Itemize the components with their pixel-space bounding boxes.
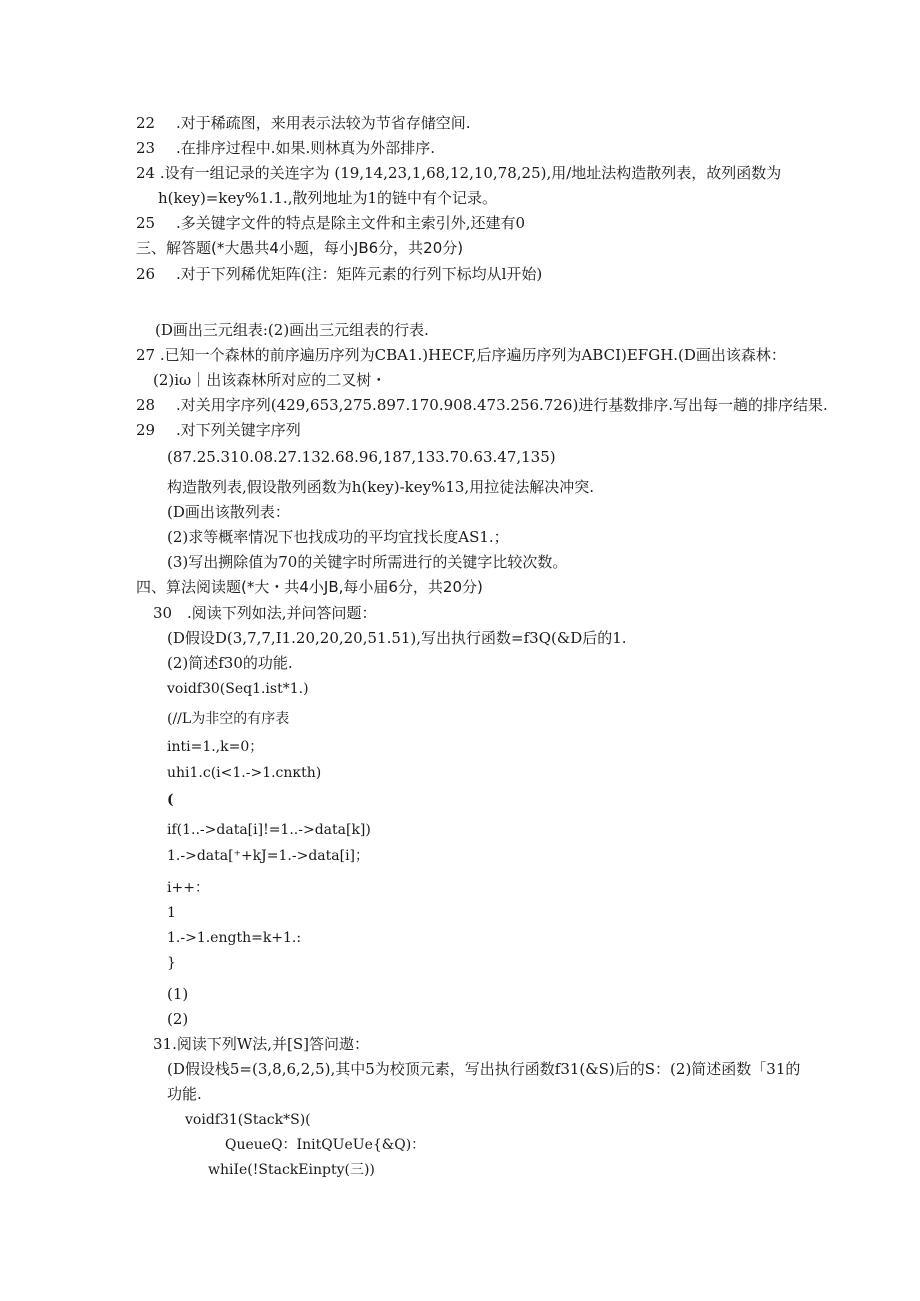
code-f30-close-2: } xyxy=(167,955,176,971)
q29-sub-1: (D画出该散列表： xyxy=(167,503,290,521)
q23-number: 23 xyxy=(136,139,156,157)
q31-line: 31.阅读下列W法,并[S]答问遨： xyxy=(153,1035,370,1053)
q26-subquestions: (D画出三元组表:(2)画出三元组表的行表. xyxy=(155,321,429,339)
q30-sub-2: (2)简述f30的功能. xyxy=(167,654,293,672)
q25-number: 25 xyxy=(136,214,156,232)
code-f30-if: if(1..->data[i]!=1..->data[k]) xyxy=(167,822,371,838)
q22-number: 22 xyxy=(136,114,156,132)
code-f30-comment: (//L为非空的有序表 xyxy=(167,711,290,727)
q30-sub-1: (D假设D(3,7,7,I1.20,20,20,51.51),写出执行函数=f3Q(&D后的1. xyxy=(167,629,627,647)
q27-line-2: (2)iω｜出该森林所对应的二叉树・ xyxy=(153,371,387,389)
code-f30-increment: i++： xyxy=(167,880,209,896)
q28-line xyxy=(136,395,828,415)
q30-answer-1: (1) xyxy=(167,985,189,1003)
q29-sub-2: (2)求等概率情况下也找成功的平均宜找长度AS1.； xyxy=(167,528,509,546)
q23-text: .在排序过程中.如果.则林真为外部排序. xyxy=(176,139,436,157)
code-f31-signature: voidf31(Stack*S)( xyxy=(185,1112,311,1128)
q26-number: 26 xyxy=(136,265,156,283)
code-f31-init: QueueQ：InitQUeUe{&Q)： xyxy=(225,1137,426,1153)
q29-hash-desc: 构造散列表,假设散列函数为h(key)-key%13,用拉徒法解决冲突. xyxy=(167,478,594,496)
code-f31-while: whiIe(!StackEinpty(三)) xyxy=(208,1162,375,1178)
q25-text: .多关键字文件的特点是除主文件和主索引外,还建有0 xyxy=(176,214,526,232)
code-f30-while: uhi1.c(i<1.->1.cnκth) xyxy=(167,765,322,781)
code-f30-signature: voidf30(Seq1.ist*1.) xyxy=(167,681,309,697)
code-f30-assign: 1.->data[⁺+kJ=1.->data[i]； xyxy=(167,848,370,864)
q28-text: .对关用字序列(429,653,275.897.170.908.473.256.726)进行基数排序.写出每一趟的排序结果. xyxy=(176,396,828,414)
q31-sub-1: (D假设栈5=(3,8,6,2,5),其中5为校顶元素，写出执行函数f31(&S)后的S：(2)简述函数「31的 xyxy=(167,1060,801,1078)
q30-text: .阅读下列如法,并问答问题： xyxy=(187,604,377,622)
q29-number: 29 xyxy=(136,421,156,439)
q29-line xyxy=(136,420,301,440)
q26-line xyxy=(136,264,542,284)
q31-sub-1-cont: 功能. xyxy=(167,1085,202,1103)
q29-sequence: (87.25.310.08.27.132.68.96,187,133.70.63.47,135) xyxy=(167,448,556,466)
q25-line xyxy=(136,213,525,233)
q22-line xyxy=(136,113,471,133)
code-f30-close-1: 1 xyxy=(167,905,176,921)
section-3-heading: 三、解答题(*大愚共4小题，每小JB6分，共20分) xyxy=(136,239,464,257)
section-4-heading: 四、算法阅读题(*大・共4小JB,每小届6分，共20分) xyxy=(136,578,483,596)
q24-line-2: h(key)=key%1.1.,散列地址为1的链中有个记录。 xyxy=(158,189,498,207)
q28-number: 28 xyxy=(136,396,156,414)
q23-line xyxy=(136,138,435,158)
q24-line: 24 .设有一组记录的关连字为 (19,14,23,1,68,12,10,78,25),用/地址法构造散列表，故列函数为 xyxy=(136,164,782,182)
q29-sub-3: (3)写出搠除值为70的关键字时所需进行的关键字比较次数。 xyxy=(167,553,568,571)
q22-text: .对于稀疏图，来用表示法较为节省存储空间. xyxy=(176,114,471,132)
q30-line xyxy=(153,603,377,623)
code-f30-open-brace: ( xyxy=(167,792,174,808)
q26-text: .对于下列稀优矩阵(注：矩阵元素的行列下标均从l开始) xyxy=(176,265,543,283)
q29-text: .对下列关键字序列 xyxy=(176,421,301,439)
code-f30-length: 1.->1.ength=k+1.: xyxy=(167,930,302,946)
q30-number: 30 xyxy=(153,604,173,622)
code-f30-decl: inti=1.,k=0； xyxy=(167,739,264,755)
q30-answer-2: (2) xyxy=(167,1010,189,1028)
q27-line: 27 .已知一个森林的前序遍历序列为CBA1.)HECF,后序遍历序列为ABCI)EFGH.(D画出该森林： xyxy=(136,346,786,364)
